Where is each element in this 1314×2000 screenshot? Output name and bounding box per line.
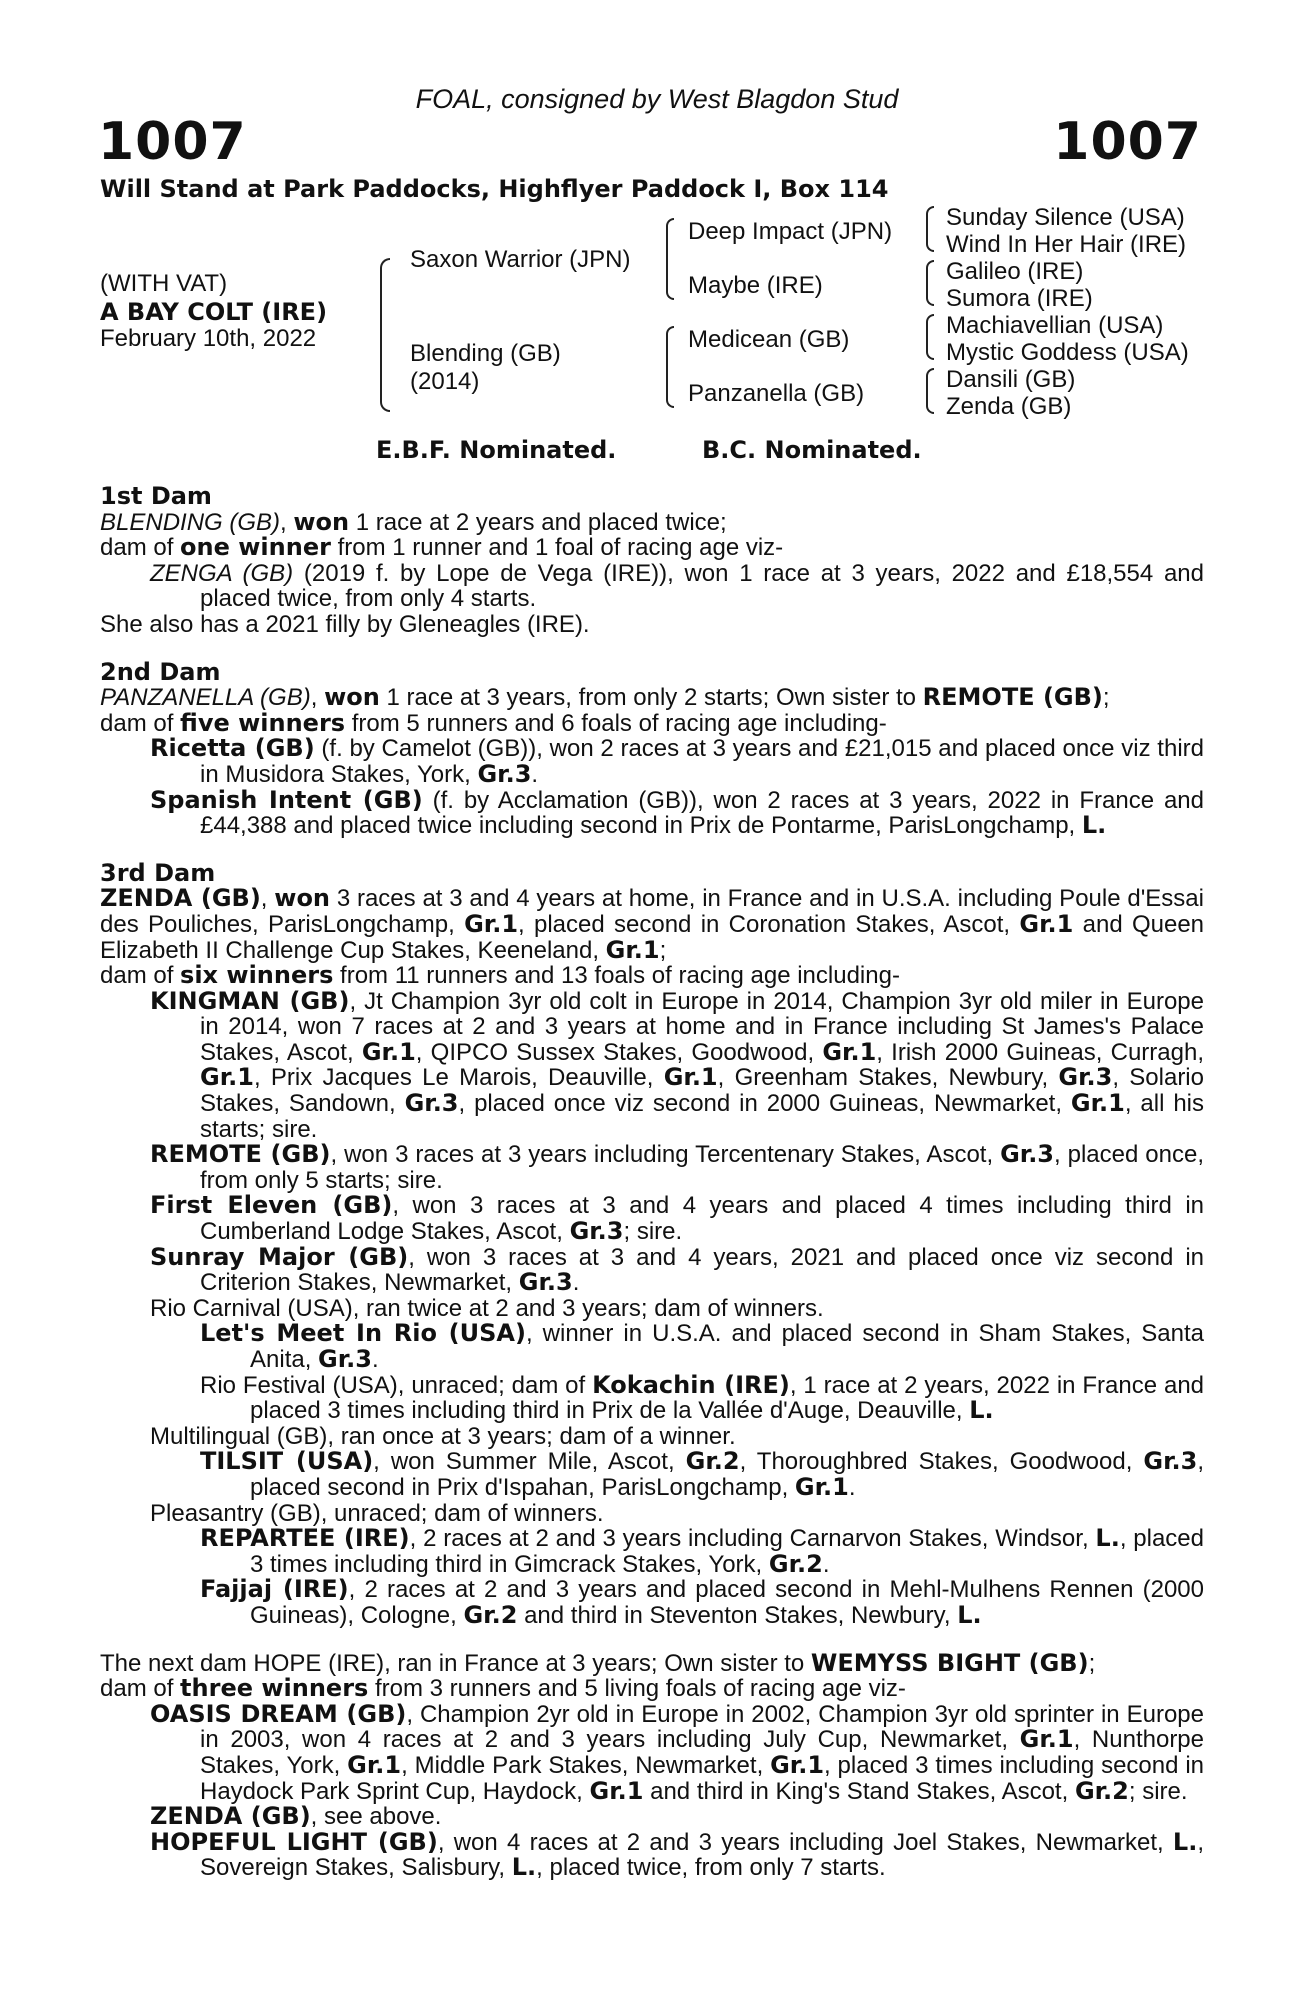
gen3-6: Mystic Goddess (USA) bbox=[946, 339, 1189, 366]
produce-entry: Sunray Major (GB), won 3 races at 3 and 4 years, 2021 and placed once viz second in Criterion Stakes, Newmarket, Gr.3. bbox=[150, 1242, 1204, 1297]
vat-label: (WITH VAT) bbox=[100, 270, 228, 297]
first-dam-para: BLENDING (GB), won 1 race at 2 years and placed twice; bbox=[100, 507, 727, 536]
produce-entry: HOPEFUL LIGHT (GB), won 4 races at 2 and 3 years including Joel Stakes, Newmarket, L., Sovereign Stakes, Salisbury, L., placed twice, from only 7 starts. bbox=[150, 1827, 1204, 1882]
third-dam-produce: dam of six winners from 11 runners and 13 foals of racing age including- bbox=[100, 961, 900, 990]
produce-entry: Spanish Intent (GB) (f. by Acclamation (GB)), won 2 races at 3 years, 2022 in France and £44,388 and placed twice including second in Prix de Pontarme, ParisLongchamp, L. bbox=[150, 785, 1204, 840]
gen3-4: Sumora (IRE) bbox=[946, 285, 1093, 312]
gen3-7: Dansili (GB) bbox=[946, 366, 1076, 393]
second-dam-heading: 2nd Dam bbox=[100, 657, 221, 686]
dam: Blending (GB) bbox=[410, 340, 561, 367]
produce-entry: Let's Meet In Rio (USA), winner in U.S.A. and placed second in Sham Stakes, Santa Anita, Gr.3. bbox=[200, 1319, 1204, 1373]
sire-sire: Deep Impact (JPN) bbox=[688, 218, 893, 245]
produce-entry: Rio Festival (USA), unraced; dam of Kokachin (IRE), 1 race at 2 years, 2022 in France and placed 3 times including third in Prix de la Vallée d'Auge, Deauville, L. bbox=[200, 1370, 1205, 1425]
stand-location: Will Stand at Park Paddocks, Highflyer Paddock I, Box 114 bbox=[100, 175, 889, 203]
first-dam-heading: 1st Dam bbox=[100, 482, 212, 510]
next-dam-produce: dam of three winners from 3 runners and 5 living foals of racing age viz- bbox=[100, 1674, 906, 1703]
third-dam-section bbox=[100, 858, 1205, 1629]
produce-entry: ZENDA (GB), see above. bbox=[150, 1802, 442, 1831]
produce-entry: Ricetta (GB) (f. by Camelot (GB)), won 2 races at 3 years and £21,015 and placed once viz third in Musidora Stakes, York, Gr.3. bbox=[150, 734, 1204, 788]
dam-year: (2014) bbox=[410, 368, 480, 395]
produce-entry: ZENGA (GB) (2019 f. by Lope de Vega (IRE)), won 1 race at 3 years, 2022 and £18,554 and placed twice, from only 4 starts. bbox=[150, 559, 1204, 613]
next-dam-section bbox=[100, 1648, 1205, 1882]
bc-nomination: B.C. Nominated. bbox=[702, 436, 922, 464]
lot-number-right: 1007 bbox=[1053, 112, 1202, 172]
first-dam-note: She also has a 2021 filly by Gleneagles (IRE). bbox=[100, 610, 590, 638]
produce-entry: TILSIT (USA), won Summer Mile, Ascot, Gr.2, Thoroughbred Stakes, Goodwood, Gr.3, placed second in Prix d'Ispahan, ParisLongchamp, Gr.1. bbox=[200, 1447, 1204, 1501]
first-dam-produce: dam of one winner from 1 runner and 1 foal of racing age viz- bbox=[100, 533, 784, 562]
produce-entry: Multilingual (GB), ran once at 3 years; dam of a winner. bbox=[150, 1422, 736, 1450]
second-dam-para: PANZANELLA (GB), won 1 race at 3 years, from only 2 starts; Own sister to REMOTE (GB); bbox=[100, 683, 1110, 712]
produce-entry: Rio Carnival (USA), ran twice at 2 and 3 years; dam of winners. bbox=[150, 1294, 824, 1322]
sire: Saxon Warrior (JPN) bbox=[410, 246, 631, 273]
second-dam-section bbox=[100, 657, 1204, 840]
gen3-1: Sunday Silence (USA) bbox=[946, 204, 1185, 231]
second-dam-produce: dam of five winners from 5 runners and 6 foals of racing age including- bbox=[100, 708, 887, 737]
produce-entry: REMOTE (GB), won 3 races at 3 years including Tercentenary Stakes, Ascot, Gr.3, placed once, from only 5 starts; sire. bbox=[150, 1140, 1204, 1194]
sire-dam: Maybe (IRE) bbox=[688, 272, 823, 299]
gen3-3: Galileo (IRE) bbox=[946, 258, 1084, 285]
dam-dam: Panzanella (GB) bbox=[688, 380, 865, 407]
first-dam-section bbox=[100, 484, 1204, 638]
produce-entry: REPARTEE (IRE), 2 races at 2 and 3 years including Carnarvon Stakes, Windsor, L., placed 3 times including third in Gimcrack Stakes, York, Gr.2. bbox=[200, 1524, 1205, 1578]
dam-sire: Medicean (GB) bbox=[688, 326, 850, 353]
next-dam-para: The next dam HOPE (IRE), ran in France at 3 years; Own sister to WEMYSS BIGHT (GB); bbox=[100, 1648, 1096, 1677]
ebf-nomination: E.B.F. Nominated. bbox=[376, 436, 617, 464]
produce-entry: OASIS DREAM (GB), Champion 2yr old in Europe in 2002, Champion 3yr old sprinter in Europe in 2003, won 4 races at 2 and 3 years including July Cup, Newmarket, Gr.1, Nunthorpe Stakes, York, Gr.1, Middle Park Stakes, Newmarket, Gr.1, placed 3 times including second in Haydock Park Sprint Cup, Haydock, Gr.1 and third in King's Stand Stakes, Ascot, Gr.2; sire. bbox=[150, 1699, 1205, 1805]
dam-records bbox=[100, 484, 1204, 1881]
produce-entry: Pleasantry (GB), unraced; dam of winners. bbox=[150, 1499, 604, 1527]
produce-entry: Fajjaj (IRE), 2 races at 2 and 3 years and placed second in Mehl-Mulhens Rennen (2000 Guineas), Cologne, Gr.2 and third in Steventon Stakes, Newbury, L. bbox=[200, 1575, 1205, 1629]
third-dam-para: ZENDA (GB), won 3 races at 3 and 4 years at home, in France and in U.S.A. including Poule d'Essai des Pouliches, ParisLongchamp, Gr.1, placed second in Coronation Stakes, Ascot, Gr.1 and Queen Elizabeth II Challenge Cup Stakes, Keeneland, Gr.1; bbox=[100, 884, 1205, 964]
gen3-8: Zenda (GB) bbox=[946, 393, 1072, 420]
gen3-2: Wind In Her Hair (IRE) bbox=[946, 231, 1187, 258]
horse-name: A BAY COLT (IRE) bbox=[100, 298, 328, 326]
third-dam-heading: 3rd Dam bbox=[100, 858, 216, 887]
produce-entry: KINGMAN (GB), Jt Champion 3yr old colt in Europe in 2014, Champion 3yr old miler in Europe in 2014, won 7 races at 2 and 3 years at home and in France including St James's Palace Stakes, Ascot, Gr.1, QIPCO Sussex Stakes, Goodwood, Gr.1, Irish 2000 Guineas, Curragh, Gr.1, Prix Jacques Le Marois, Deauville, Gr.1, Greenham Stakes, Newbury, Gr.3, Solario Stakes, Sandown, Gr.3, placed once viz second in 2000 Guineas, Newmarket, Gr.1, all his starts; sire. bbox=[150, 986, 1204, 1143]
gen3-5: Machiavellian (USA) bbox=[946, 312, 1164, 339]
foaling-date: February 10th, 2022 bbox=[100, 325, 317, 352]
produce-entry: First Eleven (GB), won 3 races at 3 and 4 years and placed 4 times including third in Cumberland Lodge Stakes, Ascot, Gr.3; sire. bbox=[150, 1191, 1205, 1246]
catalogue-subtitle: FOAL, consigned by West Blagdon Stud bbox=[415, 84, 899, 114]
lot-number-left: 1007 bbox=[98, 112, 247, 172]
